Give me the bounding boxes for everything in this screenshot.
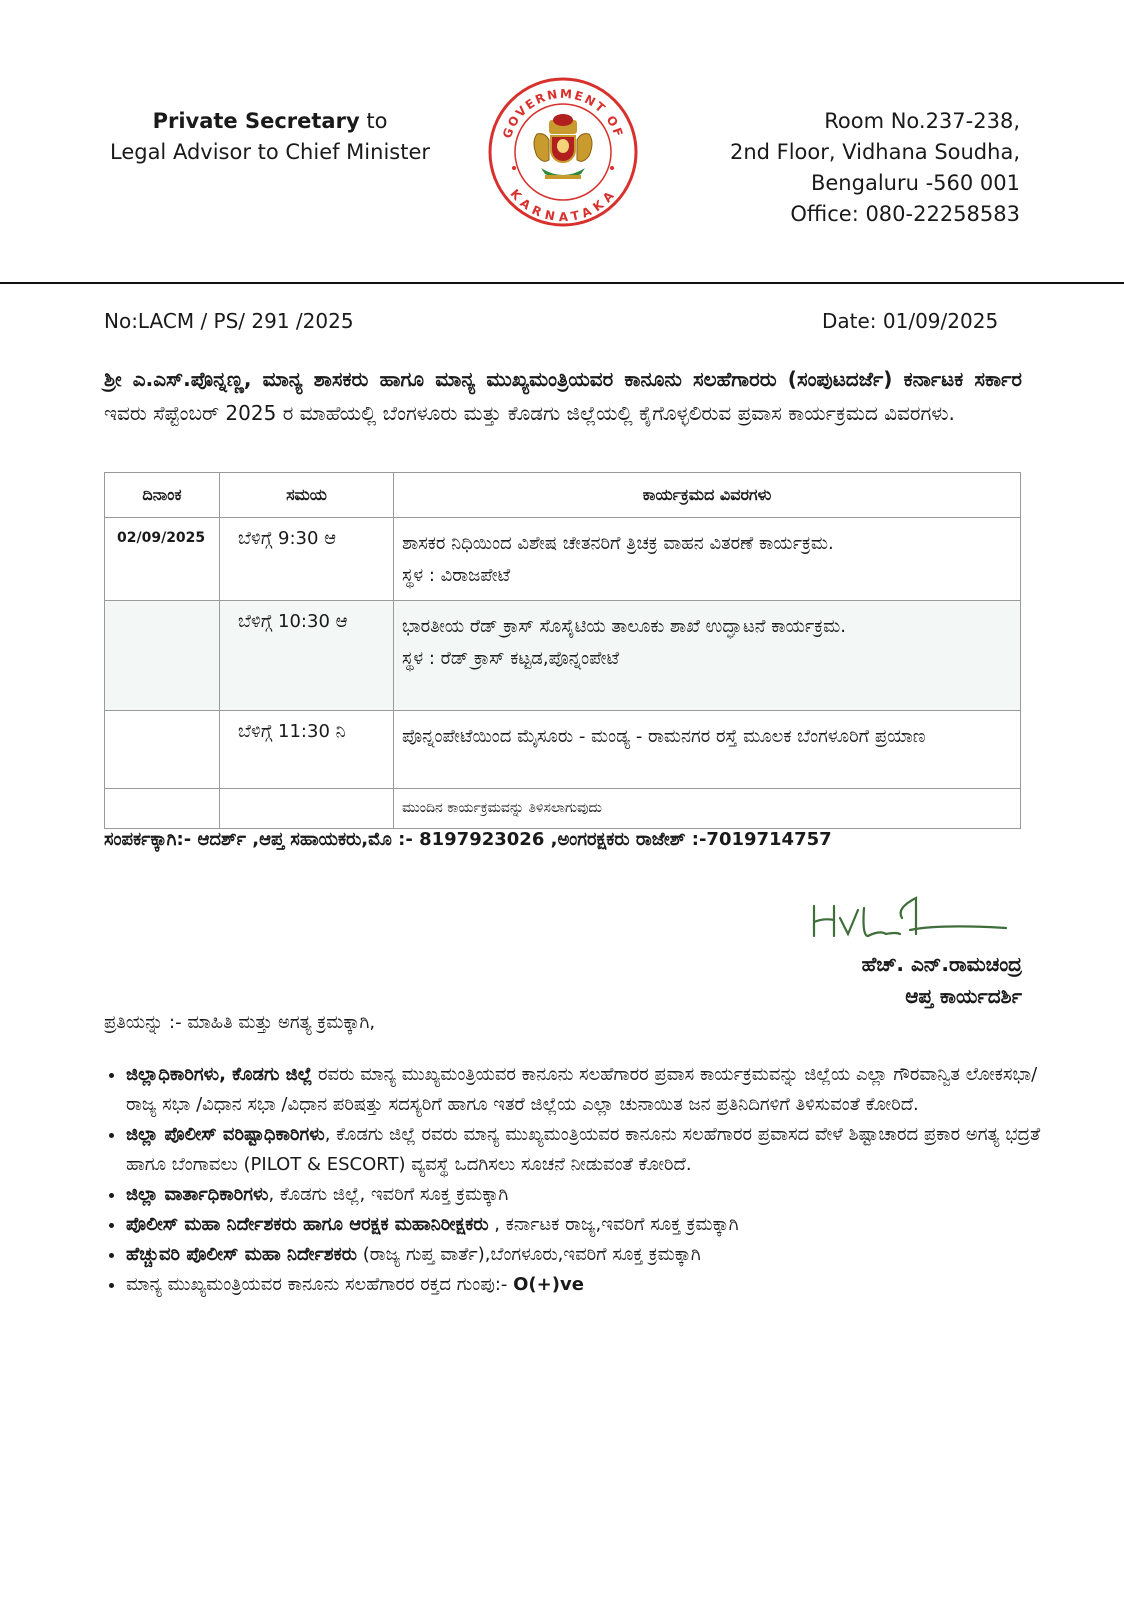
recipient-bold: ಜಿಲ್ಲಾ ವಾರ್ತಾಧಿಕಾರಿಗಳು bbox=[126, 1184, 269, 1205]
row-detail-line: ಪೊನ್ನಂಪೇಟೆಯಿಂದ ಮೈಸೂರು - ಮಂಡ್ಯ - ರಾಮನಗರ ರಸ್ತೆ ಮೂಲಕ ಬೆಂಗಳೂರಿಗೆ ಪ್ರಯಾಣ bbox=[402, 726, 926, 747]
intro-bold: ಶ್ರೀ ಎ.ಎಸ್.ಪೊನ್ನಣ್ಣ, ಮಾನ್ಯ ಶಾಸಕರು ಹಾಗೂ ಮಾನ್ಯ ಮುಖ್ಯಮಂತ್ರಿಯವರ ಕಾನೂನು ಸಲಹೆಗಾರರು (ಸಂಪುಟದರ್ಜೆ) ಕರ್ನಾಟಕ ಸರ್ಕಾರ bbox=[104, 367, 1022, 391]
row-date: 02/09/2025 bbox=[105, 518, 220, 601]
sender-office: Legal Advisor to Chief Minister bbox=[109, 140, 431, 164]
signatory-designation: ಆಪ್ತ ಕಾರ್ಯದರ್ಶಿ bbox=[905, 984, 1022, 1008]
row-date bbox=[105, 711, 220, 789]
row-time: ಬೆಳಿಗ್ಗೆ 9:30 ಆ bbox=[220, 518, 394, 601]
list-item bbox=[126, 1210, 1056, 1240]
recipient-text: ರವರು ಮಾನ್ಯ ಮುಖ್ಯಮಂತ್ರಿಯವರ ಕಾನೂನು ಸಲಹೆಗಾರರ ಪ್ರವಾಸ ಕಾರ್ಯಕ್ರಮವನ್ನು ಜಿಲ್ಲೆಯ ಎಲ್ಲಾ ಗೌರವಾನ್ವಿತ ಲೋಕಸಭಾ/ರಾಜ್ಯ ಸಭಾ /ವಿಧಾನ ಸಭಾ /ವಿಧಾನ ಪರಿಷತ್ತು ಸದಸ್ಯರಿಗೆ ಹಾಗೂ ಇತರೆ ಜಿಲ್ಲೆಯ ಎಲ್ಲಾ ಚುನಾಯಿತ ಜನ ಪ್ರತಿನಿದಿಗಳಿಗೆ ತಿಳಿಸುವಂತೆ ಕೋರಿದೆ. bbox=[126, 1064, 1038, 1115]
copy-to-heading: ಪ್ರತಿಯನ್ನು :- ಮಾಹಿತಿ ಮತ್ತು ಅಗತ್ಯ ಕ್ರಮಕ್ಕಾಗಿ, bbox=[104, 1012, 376, 1033]
address-floor: 2nd Floor, Vidhana Soudha, bbox=[729, 140, 1020, 164]
address-phone: Office: 080-22258583 bbox=[790, 202, 1020, 226]
address-block bbox=[700, 106, 1020, 230]
recipient-text: ಮಾನ್ಯ ಮುಖ್ಯಮಂತ್ರಿಯವರ ಕಾನೂನು ಸಲಹೆಗಾರರ ರಕ್ತದ ಗುಂಪು:- bbox=[126, 1274, 514, 1295]
intro-text: ಇವರು ಸೆಪ್ಟೆಂಬರ್ 2025 ರ ಮಾಹೆಯಲ್ಲಿ ಬೆಂಗಳೂರು ಮತ್ತು ಕೊಡಗು ಜಿಲ್ಲೆಯಲ್ಲಿ ಕೈಗೊಳ್ಳಲಿರುವ ಪ್ರವಾಸ ಕಾರ್ಯಕ್ರಮದ ವಿವರಗಳು. bbox=[104, 401, 955, 425]
table-row bbox=[105, 518, 1021, 601]
header-divider bbox=[0, 282, 1124, 284]
list-item bbox=[126, 1240, 1056, 1270]
schedule-table bbox=[104, 472, 1021, 829]
recipient-text: , ಕರ್ನಾಟಕ ರಾಜ್ಯ,ಇವರಿಗೆ ಸೂಕ್ತ ಕ್ರಮಕ್ಕಾಗಿ bbox=[488, 1214, 739, 1235]
government-seal-emblem bbox=[487, 76, 639, 228]
row-detail-line: ಭಾರತೀಯ ರೆಡ್ ಕ್ರಾಸ್ ಸೊಸೈಟಿಯ ತಾಲೂಕು ಶಾಖೆ ಉದ್ಘಾಟನೆ ಕಾರ್ಯಕ್ರಮ. bbox=[402, 616, 846, 637]
row-details bbox=[394, 601, 1021, 711]
address-room: Room No.237-238, bbox=[824, 109, 1020, 133]
list-item bbox=[126, 1180, 1056, 1210]
footer-empty-cell bbox=[220, 789, 394, 829]
document-date: Date: 01/09/2025 bbox=[822, 309, 999, 333]
blood-group: O(+)ve bbox=[513, 1274, 584, 1295]
list-item bbox=[126, 1120, 1056, 1180]
header-date: ದಿನಾಂಕ bbox=[105, 473, 220, 518]
row-detail-line: ಸ್ಥಳ : ವಿರಾಜಪೇಟೆ bbox=[402, 565, 511, 586]
recipient-text: , ಕೊಡಗು ಜಿಲ್ಲೆ, ಇವರಿಗೆ ಸೂಕ್ತ ಕ್ರಮಕ್ಕಾಗಿ bbox=[268, 1184, 509, 1205]
handwritten-signature bbox=[810, 896, 1010, 946]
sender-block bbox=[100, 106, 440, 168]
reference-number: No:LACM / PS/ 291 /2025 bbox=[104, 309, 354, 333]
recipient-bold: ಪೊಲೀಸ್ ಮಹಾ ನಿರ್ದೇಶಕರು ಹಾಗೂ ಆರಕ್ಷಕ ಮಹಾನಿರೀಕ್ಷಕರು bbox=[126, 1214, 489, 1235]
table-footer-row bbox=[105, 789, 1021, 829]
sender-title-rest: to bbox=[359, 109, 388, 133]
row-time: ಬೆಳಿಗ್ಗೆ 10:30 ಆ bbox=[220, 601, 394, 711]
sender-title: Private Secretary bbox=[152, 109, 360, 133]
footer-note: ಮುಂದಿನ ಕಾರ್ಯಕ್ರಮವನ್ನು ತಿಳಿಸಲಾಗುವುದು bbox=[394, 789, 1021, 829]
recipient-bold: ಹೆಚ್ಚುವರಿ ಪೊಲೀಸ್ ಮಹಾ ನಿರ್ದೇಶಕರು bbox=[126, 1244, 358, 1265]
table-header-row bbox=[105, 473, 1021, 518]
signatory-block bbox=[760, 948, 1022, 1012]
copy-to-list bbox=[104, 1060, 1056, 1300]
recipient-bold: ಜಿಲ್ಲಾ ಪೊಲೀಸ್ ವರಿಷ್ಟಾಧಿಕಾರಿಗಳು bbox=[126, 1124, 325, 1145]
signatory-name: ಹೆಚ್. ಎನ್.ರಾಮಚಂದ್ರ bbox=[861, 952, 1022, 976]
recipient-bold: ಜಿಲ್ಲಾಧಿಕಾರಿಗಳು, ಕೊಡಗು ಜಿಲ್ಲೆ bbox=[126, 1064, 313, 1085]
table-row bbox=[105, 711, 1021, 789]
header-time: ಸಮಯ bbox=[220, 473, 394, 518]
row-detail-line: ಶಾಸಕರ ನಿಧಿಯಿಂದ ವಿಶೇಷ ಚೇತನರಿಗೆ ತ್ರಿಚಕ್ರ ವಾಹನ ವಿತರಣೆ ಕಾರ್ಯಕ್ರಮ. bbox=[402, 533, 834, 554]
svg-text:KARNATAKA: KARNATAKA bbox=[507, 186, 619, 224]
contact-line: ಸಂಪರ್ಕಕ್ಕಾಗಿ:- ಆದರ್ಶ್ ,ಆಪ್ತ ಸಹಾಯಕರು,ಮೊ :- 8197923026 ,ಅಂಗರಕ್ಷಕರು ರಾಜೇಶ್ :-7019714757 bbox=[104, 829, 832, 850]
svg-text:GOVERNMENT OF: GOVERNMENT OF bbox=[499, 86, 627, 141]
address-city: Bengaluru -560 001 bbox=[810, 171, 1020, 195]
recipient-text: , ಕೊಡಗು ಜಿಲ್ಲೆ ರವರು ಮಾನ್ಯ ಮುಖ್ಯಮಂತ್ರಿಯವರ ಕಾನೂನು ಸಲಹೆಗಾರರ ಪ್ರವಾಸದ ವೇಳೆ ಶಿಷ್ಟಾಚಾರದ ಪ್ರಕಾರ ಅಗತ್ಯ ಭದ್ರತೆ ಹಾಗೂ ಬೆಂಗಾವಲು (PILOT & ESCORT) ವ್ಯವಸ್ಥೆ ಒದಗಿಸಲು ಸೂಚನೆ ನೀಡುವಂತೆ ಕೋರಿದೆ. bbox=[126, 1124, 1041, 1175]
row-details bbox=[394, 711, 1021, 789]
intro-paragraph bbox=[104, 362, 1022, 430]
list-item bbox=[126, 1270, 1056, 1300]
recipient-text: (ರಾಜ್ಯ ಗುಪ್ತ ವಾರ್ತೆ),ಬೆಂಗಳೂರು,ಇವರಿಗೆ ಸೂಕ್ತ ಕ್ರಮಕ್ಕಾಗಿ bbox=[357, 1244, 701, 1265]
header-details: ಕಾರ್ಯಕ್ರಮದ ವಿವರಗಳು bbox=[394, 473, 1021, 518]
table-row bbox=[105, 601, 1021, 711]
row-details bbox=[394, 518, 1021, 601]
row-detail-line: ಸ್ಥಳ : ರೆಡ್ ಕ್ರಾಸ್ ಕಟ್ಟಡ,ಪೊನ್ನಂಪೇಟೆ bbox=[402, 648, 620, 669]
row-time: ಬೆಳಿಗ್ಗೆ 11:30 ನಿ bbox=[220, 711, 394, 789]
list-item bbox=[126, 1060, 1056, 1120]
row-date bbox=[105, 601, 220, 711]
footer-empty-cell bbox=[105, 789, 220, 829]
